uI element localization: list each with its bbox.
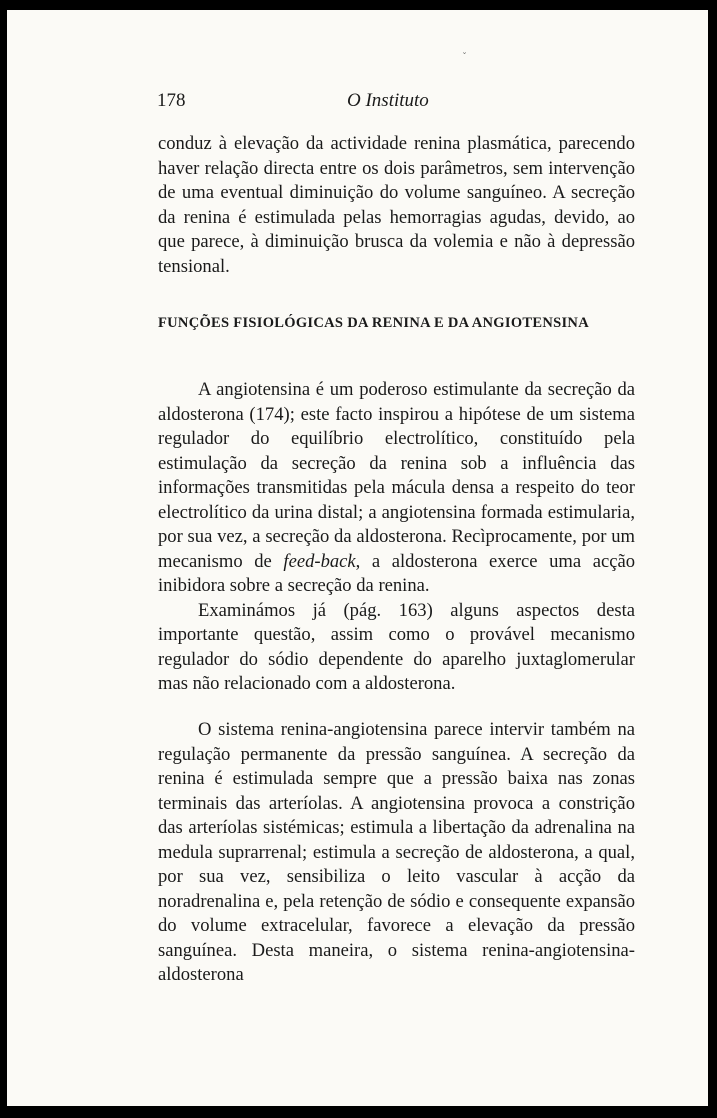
paragraph-continuation (158, 132, 635, 279)
paragraph-text-part: , a aldosterona exerce uma acção inibidora sobre a secreção da renina. (158, 550, 636, 596)
paragraph-pressure (158, 718, 635, 988)
paragraph-text: O sistema renina-angiotensina parece intervir também na regulação permanente da pressão sanguínea. A secreção da renina é estimulada sempre que a pressão baixa nas zonas terminais das arteríolas. A angiotensina provoca a constrição das arteríolas sistémicas; estimula a libertação da adrenalina na medula suprarrenal; estimula a secreção de aldosterona, a qual, por sua vez, sensibiliza o leito vascular à acção da noradrenalina e, pela retenção de sódio e consequente expansão do volume extracelular, favorece a elevação da pressão sanguínea. Desta maneira, o sistema renina-angiotensina-aldosterona (158, 719, 635, 985)
running-header (157, 90, 635, 120)
emphasis-term: feed-back (283, 550, 356, 572)
paragraph-text (158, 378, 635, 599)
section-heading: FUNÇÕES FISIOLÓGICAS DA RENINA E DA ANGIOTENSINA (158, 315, 589, 331)
paragraph-text: Examinámos já (pág. 163) alguns aspectos desta importante questão, assim como o provável mecanismo regulador do sódio dependente do aparelho juxtaglomerular mas não relacionado com a aldosterona. (158, 599, 635, 694)
page-number: 178 (157, 90, 186, 111)
running-title: O Instituto (347, 90, 429, 111)
paragraph-text: conduz à elevação da actividade renina plasmática, parecendo haver relação directa entre os dois parâmetros, sem intervenção de uma eventual diminuição do volume sanguíneo. A secreção da renina é estimulada pelas hemorragias agudas, devido, ao que parece, à diminuição brusca da volemia e não à depressão tensional. (158, 133, 635, 277)
print-mark: ˇ (462, 52, 467, 63)
paragraph-angiotensin (158, 378, 635, 697)
paragraph-text-part: A angiotensina é um poderoso estimulante da secreção da aldosterona (174); este facto inspirou a hipótese de um sistema regulador do equilíbrio electrolítico, constituído pela estimulação da secreção da renina sob a influência das informações transmitidas pela mácula densa a respeito do teor electrolítico da urina distal; a angiotensina formada estimularia, por sua vez, a secreção da aldosterona. Recìprocamente, por um mecanismo de (158, 379, 635, 572)
book-page (7, 10, 708, 1106)
